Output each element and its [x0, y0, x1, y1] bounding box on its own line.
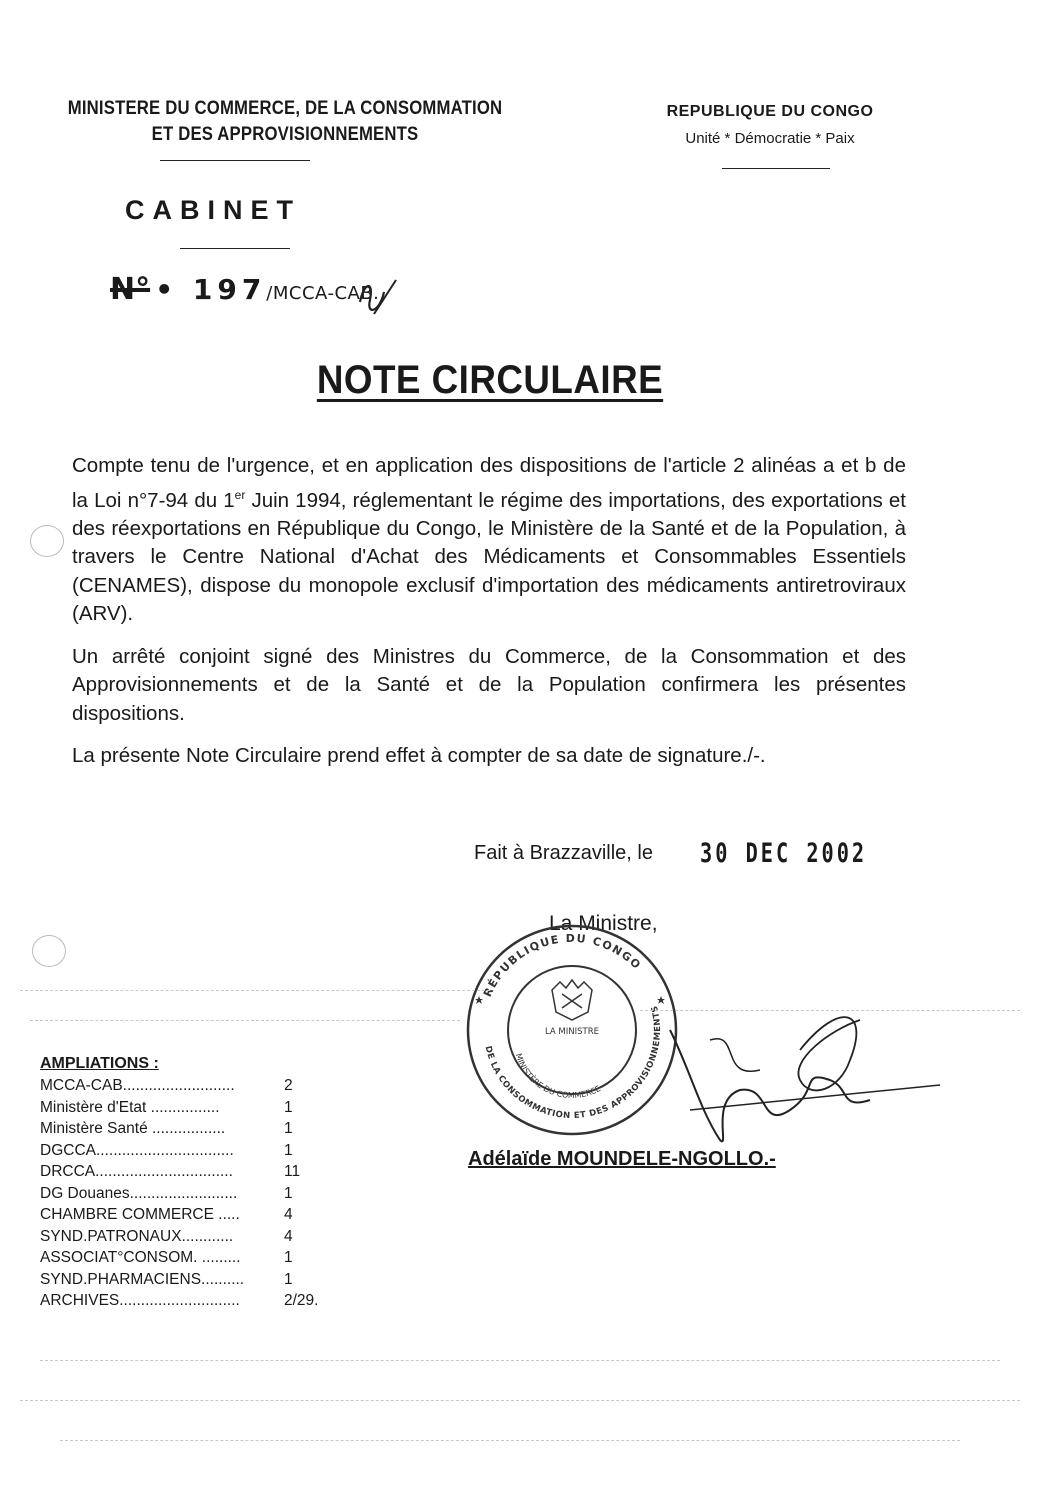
republic-divider: [722, 168, 830, 169]
scan-noise-line: [20, 990, 490, 991]
cabinet-heading: CABINET: [125, 195, 301, 225]
list-item: DG Douanes......................... 1: [40, 1184, 293, 1202]
scan-noise-line: [40, 1360, 1000, 1361]
signer-title: La Ministre,: [549, 912, 658, 935]
paragraph-2: Un arrêté conjoint signé des Ministres du Commerce, de la Consommation et des Approvisionnements et de la Santé et de la Population confirmera les présentes dispositions.: [72, 644, 906, 725]
reference-initials-mark: [352, 272, 400, 322]
handwritten-signature: [650, 990, 950, 1170]
scan-noise-line: [60, 1440, 960, 1441]
signature-date: 30 DEC 2002: [700, 838, 868, 869]
punch-hole-mark: [32, 935, 66, 967]
reference-suffix: /MCCA-CAB.: [266, 283, 380, 304]
stamp-ring-text: DE LA CONSOMMATION ET DES APPROVISIONNEMENTS: [482, 1004, 664, 1122]
signer-name: Adélaïde MOUNDELE-NGOLLO.-: [468, 1148, 776, 1170]
list-item: Ministère Santé ................. 1: [40, 1120, 293, 1137]
ampliations-list: [40, 1055, 340, 1312]
circular-body: [72, 452, 906, 785]
list-item: DGCCA................................ 1: [40, 1141, 293, 1159]
svg-text:RÉPUBLIQUE DU CONGO: [481, 932, 644, 999]
document-title: NOTE CIRCULAIRE: [316, 358, 664, 402]
list-item: Ministère d'Etat ................ 1: [40, 1098, 293, 1116]
place-line: Fait à Brazzaville, le: [474, 842, 653, 864]
punch-hole-mark: [30, 525, 64, 557]
svg-text:MINISTÈRE DU COMMERCE: [514, 1052, 602, 1100]
scan-noise-line: [640, 1010, 1020, 1011]
paragraph-3: La présente Note Circulaire prend effet à compter de sa date de signature./-.: [72, 744, 766, 768]
stamp-inner-top: LA MINISTRE: [544, 1027, 600, 1037]
paragraph-1: Compte tenu de l'urgence, et en application des dispositions de l'article 2 alinéas a et b de la Loi n°7-94 du 1er Juin 1994, réglementant le régime des importations, des exportations et des réexportations en République du Congo, le Ministère de la Santé et de la Population, à travers le Centre National d'Achat des Médicaments et Consommables Essentiels (CENAMES), dispose du monopole exclusif d'importation des médicaments antiretroviraux (ARV).: [72, 454, 906, 626]
stamp-inner-ring: MINISTÈRE DU COMMERCE: [513, 1052, 603, 1101]
stamp-star-left: [475, 996, 483, 1004]
reference-digits: • 197: [155, 273, 267, 306]
list-item: DRCCA................................ 11: [40, 1163, 301, 1180]
ampliations-heading: AMPLIATIONS :: [40, 1055, 159, 1072]
ministry-line-1: MINISTERE DU COMMERCE, DE LA CONSOMMATION: [67, 98, 503, 119]
list-item: ASSOCIAT°CONSOM. ......... 1: [40, 1249, 293, 1266]
list-item: MCCA-CAB.......................... 2: [40, 1077, 293, 1094]
coat-of-arms-icon: [552, 980, 592, 1020]
reference-prefix: N°: [110, 272, 151, 307]
ministry-divider: [160, 160, 310, 161]
reference-number: [110, 272, 379, 307]
stamp-outer-text: RÉPUBLIQUE DU CONGO: [480, 931, 644, 999]
ministry-header: [34, 96, 536, 148]
ministry-line-2: ET DES APPROVISIONNEMENTS: [151, 124, 419, 145]
republic-motto: Unité * Démocratie * Paix: [685, 130, 855, 147]
scan-noise-line: [20, 1400, 1020, 1401]
list-item: ARCHIVES............................ 2/29.: [40, 1292, 319, 1309]
list-item: SYND.PATRONAUX............ 4: [40, 1227, 293, 1245]
official-stamp: [462, 920, 682, 1140]
list-item: SYND.PHARMACIENS.......... 1: [40, 1270, 293, 1288]
cabinet-divider: [180, 248, 290, 249]
scan-noise-line: [30, 1020, 460, 1021]
republic-name: REPUBLIQUE DU CONGO: [666, 103, 874, 120]
list-item: CHAMBRE COMMERCE ..... 4: [40, 1206, 293, 1223]
